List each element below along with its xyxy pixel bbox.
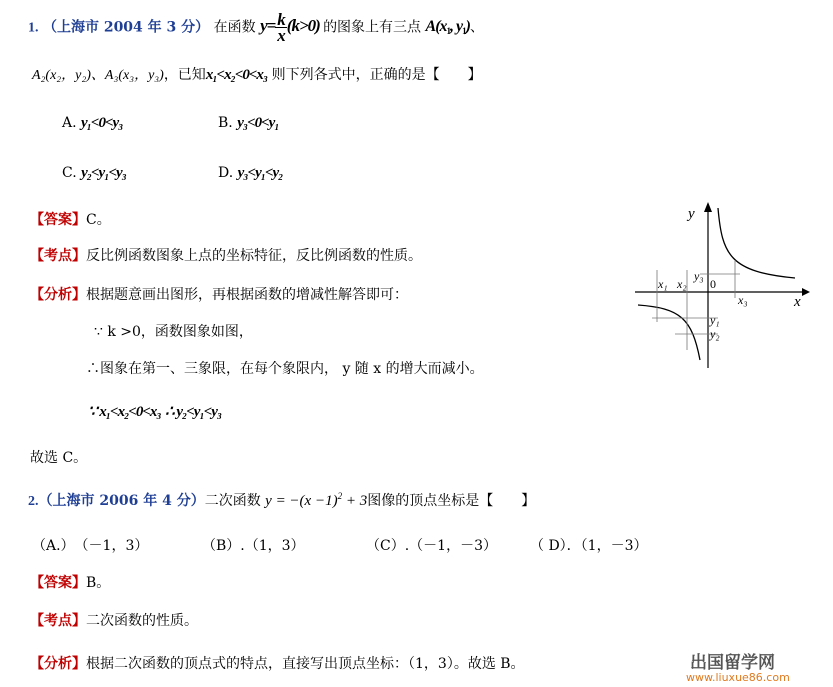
q1-option-d: D. y₃<y₁<y₂ xyxy=(218,165,283,181)
q1-option-b: B. y₃<0<y₁ xyxy=(218,115,279,131)
q1-option-c: C. y₂<y₁<y₃ xyxy=(62,165,126,181)
q1-analysis: 【分析】根据题意画出图形，再根据函数的增减性解答即可： xyxy=(30,287,408,303)
q1-answer-tag: 【答案】 xyxy=(30,212,86,228)
x3-label: x₃ xyxy=(738,293,748,307)
q2-option-c: （C）.（－1，－3） xyxy=(366,538,497,554)
q2-option-a: （A.） （－1，3） xyxy=(32,538,149,554)
x-axis-arrow xyxy=(802,288,810,296)
y-axis-label: y xyxy=(688,206,695,222)
q2-keypoint: 【考点】二次函数的性质。 xyxy=(30,613,198,629)
q1-conclusion: 故选 C。 xyxy=(30,450,88,466)
branch-third-quadrant xyxy=(638,305,700,360)
q2-function: $y = -(x -1)^2 + 3$ xyxy=(265,491,368,509)
watermark-title: 出国留学网 xyxy=(690,653,775,673)
y3-label: y₃ xyxy=(694,269,704,283)
q1-sep: 、 xyxy=(469,19,484,36)
y1-label: y₁ xyxy=(710,313,720,327)
q1-keypoint: 【考点】反比例函数图象上点的坐标特征，反比例函数的性质。 xyxy=(30,248,422,264)
q1-source: （上海市 2004 年 3 分） xyxy=(42,19,210,36)
q1-step2: ∴图象在第一、三象限，在每个象限内， y 随 x 的增大而减小。 xyxy=(86,361,484,377)
q1-stem-a: 在函数 xyxy=(213,19,256,36)
q1-number: 1. xyxy=(28,20,39,36)
q2-source: （上海市 2006 年 4 分） xyxy=(38,493,205,509)
q2-option-b: （B）.（1，3） xyxy=(202,538,305,554)
q1-answer: 【答案】C。 xyxy=(30,212,111,228)
q1-point-a1: $A(x_1$, $y_1$) xyxy=(425,18,470,37)
q2-keypoint-tag: 【考点】 xyxy=(30,613,86,629)
q2-answer-tag: 【答案】 xyxy=(30,575,86,591)
q1-step3: ∵ x₁<x₂<0<x₃ ∴ y₂<y₁<y₃ xyxy=(88,404,222,420)
hyperbola-graph xyxy=(630,200,810,370)
q2-analysis: 【分析】根据二次函数的顶点式的特点，直接写出顶点坐标：（1，3）。故选 B。 xyxy=(30,656,525,672)
x-axis-label: x xyxy=(794,294,801,310)
q1-analysis-tag: 【分析】 xyxy=(30,287,86,303)
q2-stem-b: 图像的顶点坐标是【 】 xyxy=(367,493,536,509)
q1-stem-b: 的图象上有三点 xyxy=(323,19,422,36)
watermark-url: www.liuxue86.com xyxy=(686,671,790,684)
q1-tail: 则下列各式中，正确的是【 】 xyxy=(271,67,482,83)
origin-label: 0 xyxy=(710,277,716,291)
q2-stem-a: 二次函数 xyxy=(204,493,261,509)
x2-label: x₂ xyxy=(677,277,687,291)
branch-first-quadrant xyxy=(718,208,795,278)
q2-analysis-tag: 【分析】 xyxy=(30,656,86,672)
q1-fraction: $\frac{k}{x}$ xyxy=(277,10,285,45)
q2-number: 2. xyxy=(28,494,39,509)
q1-line2 xyxy=(32,64,482,84)
q1-header xyxy=(28,12,484,43)
q1-keypoint-tag: 【考点】 xyxy=(30,248,86,264)
q1-known: ，已知 xyxy=(163,67,206,83)
q1-points-a2a3: A₂(x₂，y₂)、A₃(x₃，y₃) xyxy=(32,68,164,83)
q1-step1: ∵ k >0，函数图象如图， xyxy=(94,324,253,340)
q2-option-d: （ D）．（1，－3） xyxy=(530,538,648,554)
q1-function: y= $\frac{k}{x}$ (k>0) xyxy=(260,10,320,45)
y2-label: y₂ xyxy=(710,327,720,341)
x1-label: x₁ xyxy=(658,277,668,291)
y-axis-arrow xyxy=(704,202,712,212)
q2-header xyxy=(28,490,535,510)
q2-answer: 【答案】B。 xyxy=(30,575,111,591)
q1-option-a: A. y₁<0<y₃ xyxy=(62,115,123,131)
q1-condition: x₁<x₂<0<x₃ xyxy=(205,67,268,83)
